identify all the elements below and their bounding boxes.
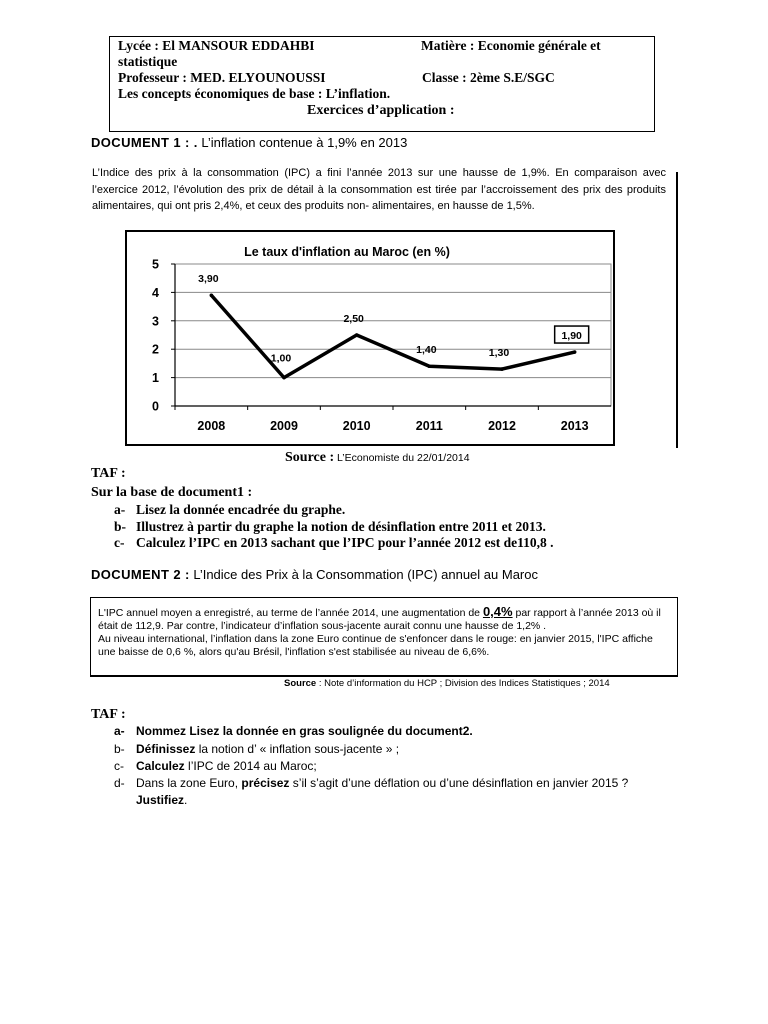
doc1-source-label: Source : [285,450,335,465]
doc1-source-value: L’Economiste du 22/01/2014 [334,452,470,464]
doc2-source-value: : Note d’information du HCP ; Division des Indices Statistiques ; 2014 [316,678,610,689]
taf2-q-d-justify: Justifiez [136,793,185,807]
taf1-question-b [114,519,546,535]
taf2-q-d-pre: Dans la zone Euro, [136,776,242,790]
data-point [573,350,577,354]
taf2-title: TAF : [91,707,126,722]
classe-label: Classe : 2ème S.E/SGC [422,70,555,85]
doc1-label: DOCUMENT 1 : . [91,135,198,150]
exercices-title: Exercices d’application : [307,103,455,118]
inflation-chart [125,230,615,446]
taf2-q-d-bold: précisez [241,776,290,790]
doc2-source [284,678,610,689]
taf1-q-b-text: Illustrez à partir du graphe la notion de désinflation entre 2011 et 2013. [136,519,546,534]
taf1-q-c-text: Calculez l’IPC en 2013 sachant que l’IPC pour l’année 2012 est de110,8 . [136,535,554,550]
taf1-intro: Sur la base de document1 : [91,485,253,500]
taf2-q-c-letter: c- [114,759,124,773]
doc2-highlight: 0,4% [482,604,513,619]
doc2-heading: L’Indice des Prix à la Consommation (IPC) annuel au Maroc [189,567,538,582]
x-tick-label: 2009 [270,419,298,433]
doc2-title [91,567,538,582]
taf2-q-c-rest: l’IPC de 2014 au Maroc; [184,759,317,773]
data-label: 3,90 [198,273,219,286]
data-label: 2,50 [343,313,364,325]
taf2-question-c [114,759,317,773]
taf2-q-a-letter: a- [114,724,125,738]
x-tick-label: 2012 [488,419,516,433]
taf2-question-b [114,742,399,756]
y-tick-label: 5 [152,257,159,272]
taf2-q-d-letter: d- [114,776,125,790]
data-point [355,333,359,337]
taf1-q-a-letter: a- [114,502,126,517]
doc1-side-rule [676,172,678,448]
doc2-source-label: Source [284,678,317,689]
taf2-q-d-end: . [184,793,188,807]
taf1-q-b-letter: b- [114,519,127,534]
doc2-label: DOCUMENT 2 : [91,567,190,582]
doc1-paragraph: L’Indice des prix à la consommation (IPC) a fini l’année 2013 sur une hausse de 1,9%. En comparaison avec l’exercice 2012, l’évolution des prix de détail à la consommation est tirée par l’accroissement des prix des produits alimentaires, qui ont pris 2,4%, et ceux des produits non- alimentaires, en hausse de 1,5%. [92,167,666,212]
inflation-chart-svg [127,232,613,444]
taf2-question-d-line2 [136,793,187,807]
x-tick-label: 2011 [415,419,443,433]
doc2-box [90,597,678,677]
inflation-series-line [211,295,574,377]
lycee-label: Lycée : El MANSOUR EDDAHBI [118,38,315,53]
doc1-source [285,448,470,466]
data-point [500,367,504,371]
taf1-question-a [114,502,345,518]
doc2-text-3: Au niveau international, l’inflation dans la zone Euro continue de s'enfoncer dans le rouge: en janvier 2015, l'IPC affiche une baisse de 0,6 %, alors qu'au Brésil, l'inflation s'est stabilisée au niveau de 6,6%. [98,633,653,658]
doc1-title [91,135,407,150]
concepts-label: Les concepts économiques de base : L’inflation. [118,86,391,101]
y-tick-label: 3 [152,314,159,329]
header-box [109,36,655,132]
x-tick-label: 2010 [342,419,371,433]
y-tick-label: 0 [152,399,159,414]
data-label: 1,40 [416,344,437,357]
data-label: 1,30 [488,347,510,360]
plot-area [175,264,611,406]
data-label: 1,00 [270,352,292,365]
taf2-q-b-letter: b- [114,742,125,756]
data-point [428,364,432,368]
taf2-q-a-text: Nommez Lisez la donnée en gras soulignée du document2. [136,724,473,738]
taf2-q-d-rest: s’il s’agit d’une déflation ou d’une désinflation en janvier 2015 ? [289,776,629,790]
x-tick-label: 2008 [197,419,226,433]
taf1-q-a-text: Lisez la donnée encadrée du graphe. [136,502,346,517]
matiere-cont: statistique [118,54,178,69]
taf2-q-c-bold: Calculez [136,759,185,773]
taf2-question-d [114,776,628,790]
doc1-heading: L’inflation contenue à 1,9% en 2013 [197,135,408,150]
taf2-question-a [114,724,473,738]
doc2-text-1: L'IPC annuel moyen a enregistré, au terme de l’année 2014, une augmentation de [98,607,483,619]
data-label: 1,90 [561,330,582,343]
taf1-title: TAF : [91,466,126,481]
taf1-question-c [114,535,554,551]
data-point [210,293,214,297]
taf1-q-c-letter: c- [114,535,125,550]
taf2-q-b-bold: Définissez [136,742,196,756]
y-tick-label: 1 [152,371,159,386]
taf2-q-b-rest: la notion d’ « inflation sous-jacente » ; [195,742,400,756]
x-tick-label: 2013 [560,419,589,433]
matiere-label: Matière : Economie générale et [421,38,601,53]
y-tick-label: 4 [152,285,159,300]
professeur-label: Professeur : MED. ELYOUNOUSSI [118,70,326,85]
data-point [282,376,286,380]
doc2-text-2: par rapport à l’année 2013 où il était de 112,9. Par contre, l’indicateur d’inflation sous-jacente aurait connu une hausse de 1,2% . [98,607,661,632]
y-tick-label: 2 [152,342,159,357]
chart-title: Le taux d'inflation au Maroc (en %) [244,245,450,259]
